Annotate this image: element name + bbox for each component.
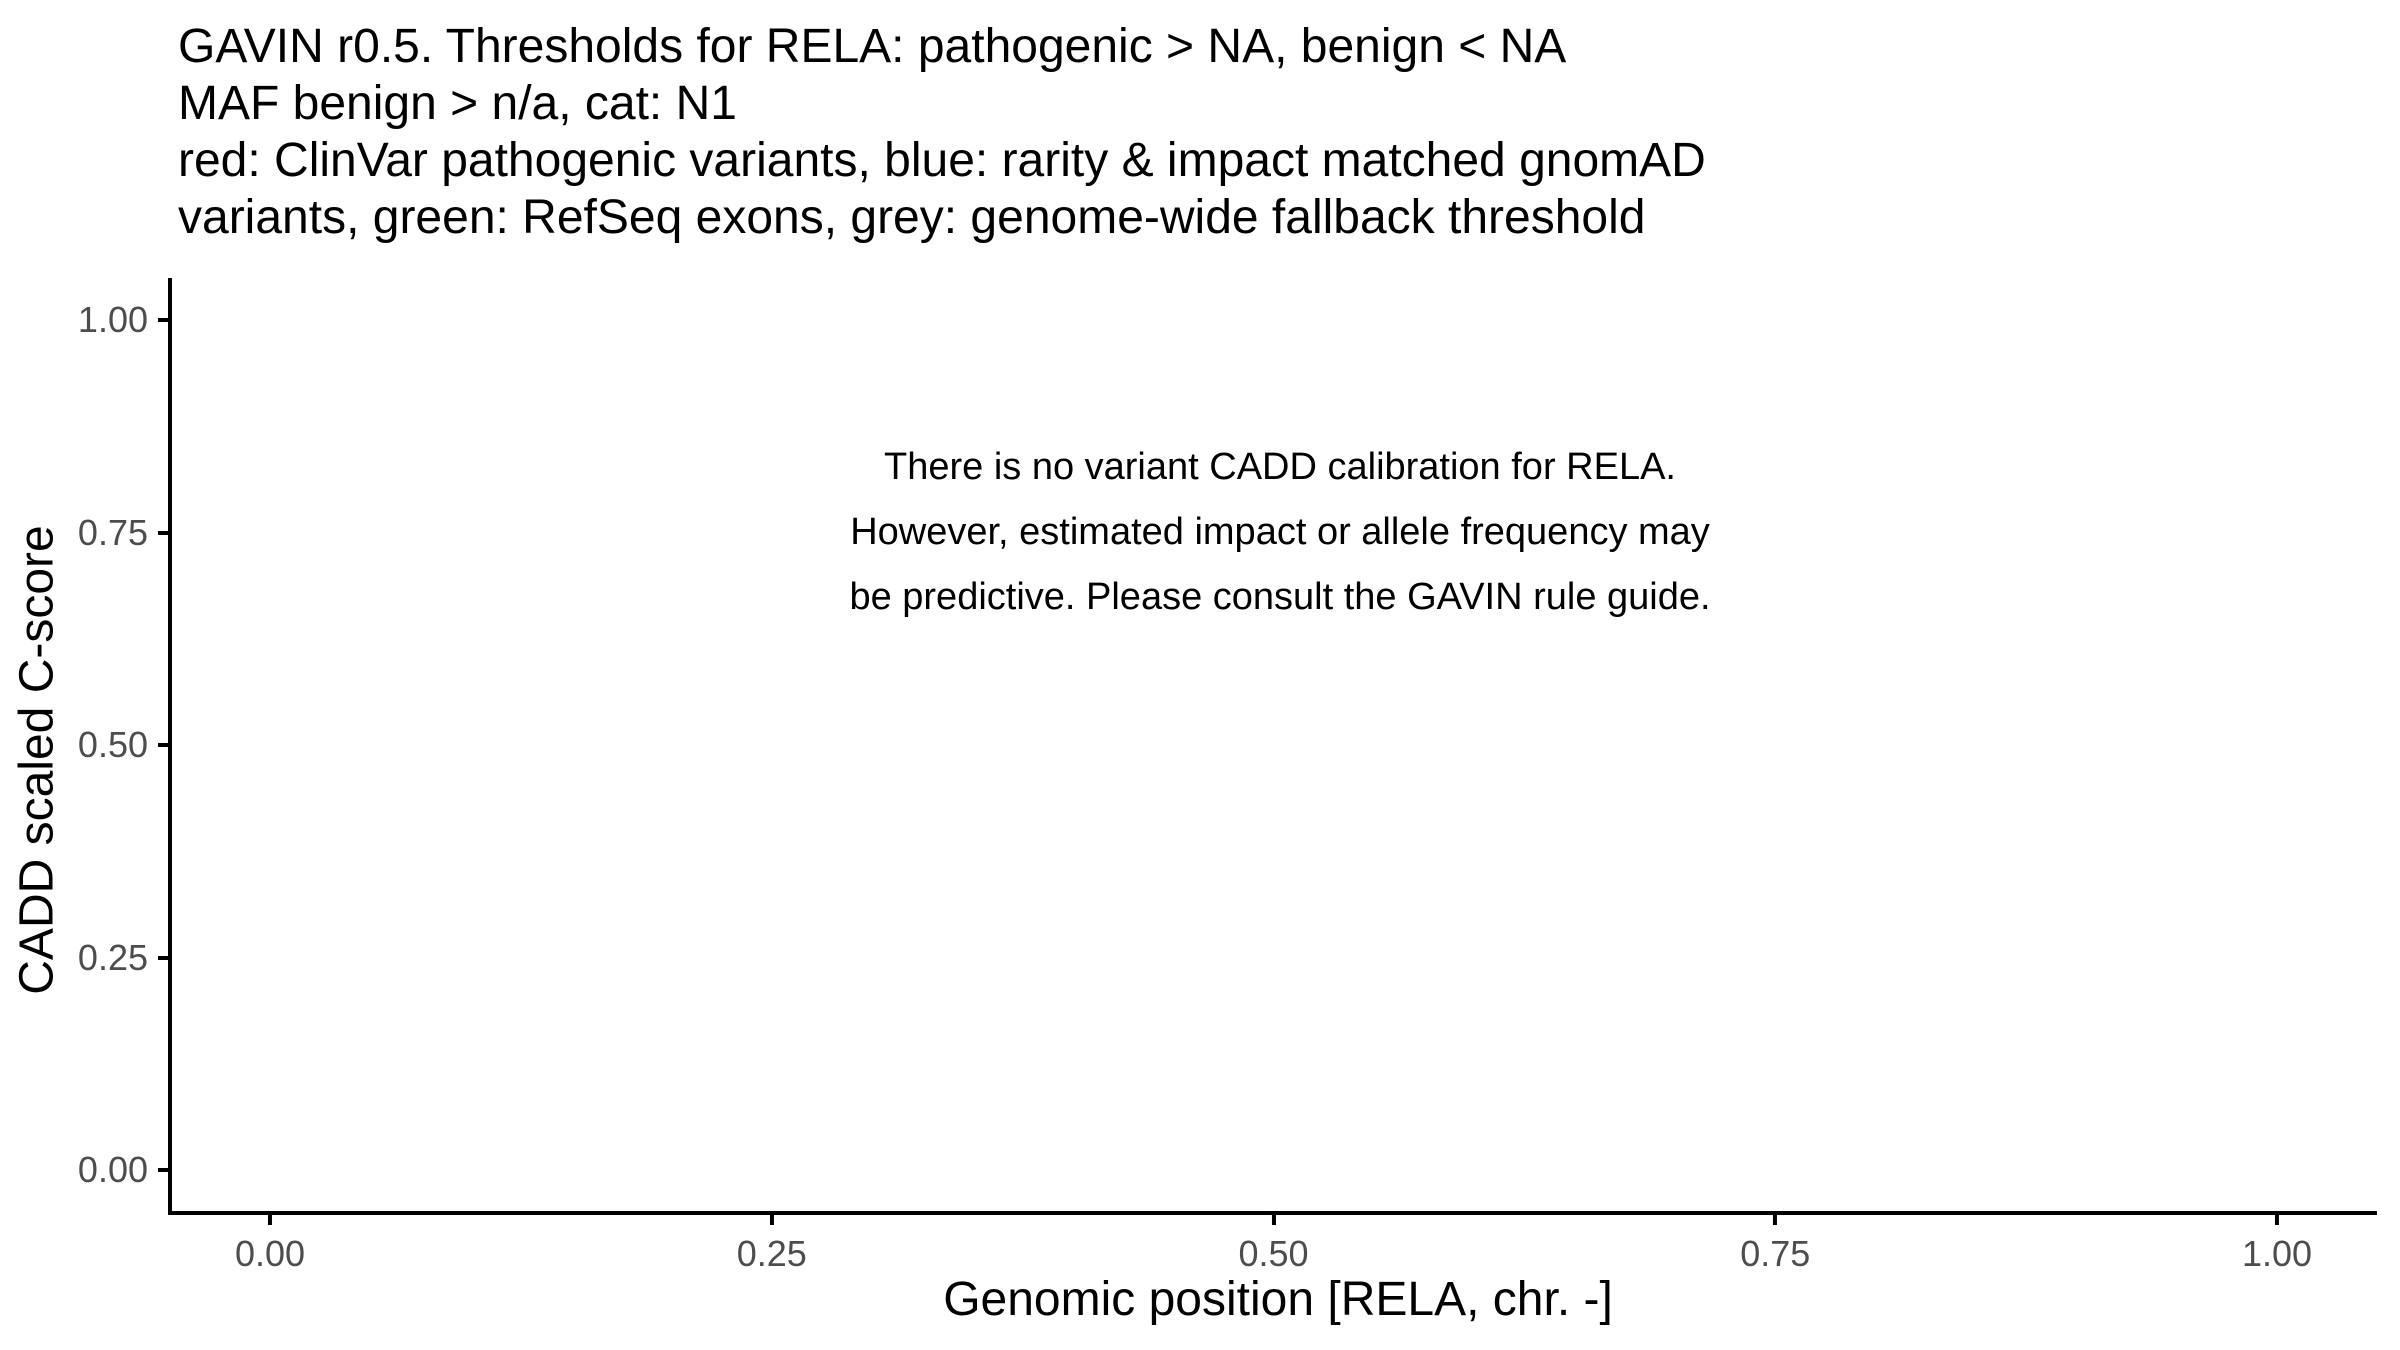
plot-title-line-4: variants, green: RefSeq exons, grey: genome-wide fallback threshold xyxy=(178,191,1646,244)
plot-title-line-1: GAVIN r0.5. Thresholds for RELA: pathogenic > NA, benign < NA xyxy=(178,20,1567,73)
y-tick-mark xyxy=(158,531,168,535)
x-tick xyxy=(1740,1215,1810,1275)
y-tick xyxy=(78,512,168,554)
message-line-1: There is no variant CADD calibration for RELA. xyxy=(883,446,1676,488)
y-tick-label: 0.50 xyxy=(77,724,148,765)
x-tick-label: 1.00 xyxy=(2241,1233,2313,1274)
y-axis-title: CADD scaled C-score xyxy=(10,525,64,995)
x-tick xyxy=(235,1215,305,1275)
x-tick-label: 0.00 xyxy=(234,1233,306,1274)
y-tick-mark xyxy=(158,318,168,322)
y-tick xyxy=(78,1149,168,1191)
x-tick-label: 0.25 xyxy=(736,1233,807,1274)
y-tick-mark xyxy=(158,956,168,960)
y-tick-label: 0.75 xyxy=(77,511,148,553)
x-tick-label: 0.75 xyxy=(1740,1233,1811,1274)
x-tick-mark xyxy=(770,1215,774,1225)
y-tick-label: 1.00 xyxy=(77,299,148,340)
y-tick-label: 0.25 xyxy=(77,936,148,978)
x-tick xyxy=(737,1215,807,1275)
plot-title xyxy=(178,18,1706,246)
message-line-3: be predictive. Please consult the GAVIN rule guide. xyxy=(849,576,1711,618)
plot-title-line-3: red: ClinVar pathogenic variants, blue: rarity & impact matched gnomAD xyxy=(178,134,1706,187)
y-tick xyxy=(78,299,168,341)
x-tick-mark xyxy=(2275,1215,2279,1225)
x-tick-label: 0.50 xyxy=(1238,1233,1309,1274)
y-tick xyxy=(78,724,168,766)
x-tick xyxy=(2242,1215,2312,1275)
message-line-2: However, estimated impact or allele frequency may xyxy=(850,511,1710,553)
empty-calibration-message xyxy=(849,435,1710,630)
y-tick-mark xyxy=(158,1168,168,1172)
y-tick-label: 0.00 xyxy=(77,1149,148,1190)
x-tick xyxy=(1238,1215,1308,1275)
x-tick-mark xyxy=(1271,1215,1275,1225)
plot-title-line-2: MAF benign > n/a, cat: N1 xyxy=(178,77,737,130)
y-tick xyxy=(78,937,168,979)
x-axis-title: Genomic position [RELA, chr. -] xyxy=(943,1273,1613,1326)
x-tick-mark xyxy=(1773,1215,1777,1225)
x-tick-mark xyxy=(268,1215,272,1225)
y-axis-line xyxy=(168,278,172,1215)
y-tick-mark xyxy=(158,743,168,747)
